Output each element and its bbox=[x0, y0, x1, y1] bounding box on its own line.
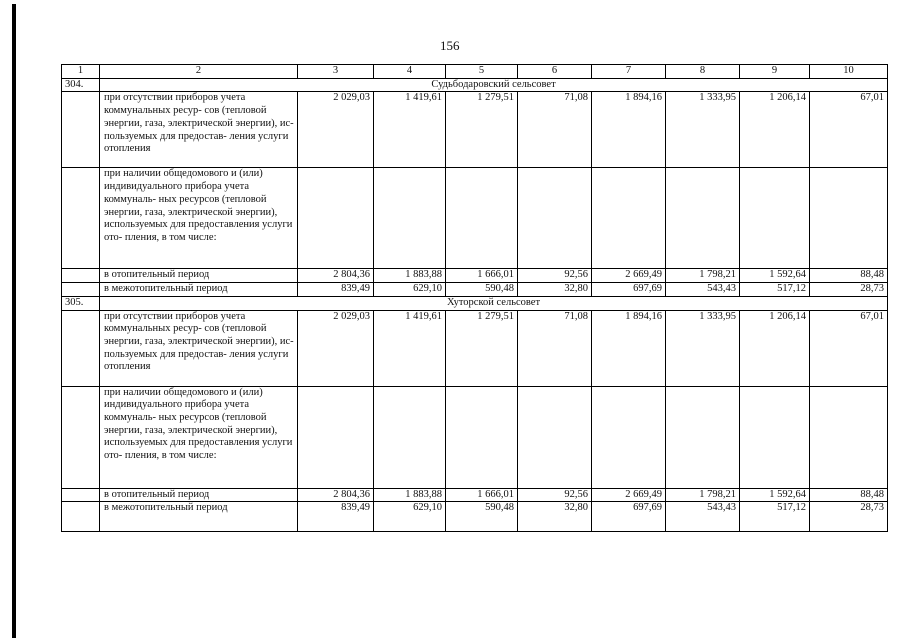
value-cell bbox=[374, 386, 446, 488]
header-row bbox=[62, 65, 888, 79]
row-description: при отсутствии приборов учета коммунальных ресур- сов (тепловой энергии, газа, электрической энергии), ис- пользуемых для предостав- ления услуги отопления bbox=[100, 92, 298, 168]
row-number-cell bbox=[62, 310, 100, 386]
table-row bbox=[62, 310, 888, 386]
value-cell bbox=[446, 168, 518, 269]
table-row bbox=[62, 502, 888, 532]
row-description: при наличии общедомового и (или) индивидуального прибора учета коммуналь- ных ресурсов (тепловой энергии, газа, электрической энергии), используемых для предоставления услуги ото- пления, в том числе: bbox=[100, 386, 298, 488]
value-cell: 2 804,36 bbox=[298, 488, 374, 502]
column-header: 8 bbox=[666, 65, 740, 79]
value-cell: 629,10 bbox=[374, 502, 446, 532]
table-row bbox=[62, 386, 888, 488]
value-cell: 71,08 bbox=[518, 92, 592, 168]
value-cell bbox=[298, 168, 374, 269]
row-number-cell bbox=[62, 386, 100, 488]
section-number: 304. bbox=[62, 78, 100, 92]
page-number: 156 bbox=[440, 38, 460, 53]
section-name: Судьбодаровский сельсовет bbox=[100, 78, 888, 92]
table-row bbox=[62, 269, 888, 283]
row-description: в межотопительный период bbox=[100, 283, 298, 297]
row-description: в отопительный период bbox=[100, 269, 298, 283]
row-description: в отопительный период bbox=[100, 488, 298, 502]
value-cell bbox=[446, 386, 518, 488]
value-cell bbox=[810, 168, 888, 269]
value-cell bbox=[810, 386, 888, 488]
value-cell: 32,80 bbox=[518, 502, 592, 532]
value-cell bbox=[592, 386, 666, 488]
value-cell bbox=[298, 386, 374, 488]
column-header: 10 bbox=[810, 65, 888, 79]
value-cell: 88,48 bbox=[810, 488, 888, 502]
value-cell: 2 029,03 bbox=[298, 310, 374, 386]
table-row bbox=[62, 92, 888, 168]
column-header: 4 bbox=[374, 65, 446, 79]
value-cell: 697,69 bbox=[592, 283, 666, 297]
value-cell: 1 883,88 bbox=[374, 488, 446, 502]
column-header: 1 bbox=[62, 65, 100, 79]
section-header-row bbox=[62, 78, 888, 92]
value-cell: 1 592,64 bbox=[740, 488, 810, 502]
value-cell bbox=[592, 168, 666, 269]
value-cell: 1 666,01 bbox=[446, 488, 518, 502]
value-cell: 2 029,03 bbox=[298, 92, 374, 168]
value-cell: 1 666,01 bbox=[446, 269, 518, 283]
row-description: при отсутствии приборов учета коммунальных ресур- сов (тепловой энергии, газа, электрической энергии), ис- пользуемых для предостав- ления услуги отопления bbox=[100, 310, 298, 386]
row-description: при наличии общедомового и (или) индивидуального прибора учета коммуналь- ных ресурсов (тепловой энергии, газа, электрической энергии), используемых для предоставления услуги ото- пления, в том числе: bbox=[100, 168, 298, 269]
value-cell: 1 279,51 bbox=[446, 92, 518, 168]
table-row bbox=[62, 168, 888, 269]
value-cell: 1 333,95 bbox=[666, 310, 740, 386]
value-cell: 92,56 bbox=[518, 269, 592, 283]
value-cell: 517,12 bbox=[740, 502, 810, 532]
value-cell: 839,49 bbox=[298, 502, 374, 532]
row-number-cell bbox=[62, 269, 100, 283]
value-cell: 629,10 bbox=[374, 283, 446, 297]
value-cell: 1 333,95 bbox=[666, 92, 740, 168]
value-cell: 1 798,21 bbox=[666, 269, 740, 283]
value-cell: 88,48 bbox=[810, 269, 888, 283]
value-cell: 28,73 bbox=[810, 283, 888, 297]
table-row bbox=[62, 283, 888, 297]
table-row bbox=[62, 488, 888, 502]
scan-margin-bar bbox=[12, 4, 16, 638]
column-header: 2 bbox=[100, 65, 298, 79]
value-cell: 543,43 bbox=[666, 502, 740, 532]
value-cell: 590,48 bbox=[446, 283, 518, 297]
value-cell: 697,69 bbox=[592, 502, 666, 532]
row-number-cell bbox=[62, 92, 100, 168]
value-cell bbox=[518, 168, 592, 269]
value-cell: 1 894,16 bbox=[592, 92, 666, 168]
value-cell bbox=[518, 386, 592, 488]
value-cell: 517,12 bbox=[740, 283, 810, 297]
value-cell: 2 804,36 bbox=[298, 269, 374, 283]
value-cell: 543,43 bbox=[666, 283, 740, 297]
column-header: 6 bbox=[518, 65, 592, 79]
tariff-table bbox=[61, 64, 888, 532]
value-cell bbox=[666, 386, 740, 488]
column-header: 5 bbox=[446, 65, 518, 79]
value-cell: 32,80 bbox=[518, 283, 592, 297]
value-cell: 1 279,51 bbox=[446, 310, 518, 386]
column-header: 9 bbox=[740, 65, 810, 79]
value-cell: 67,01 bbox=[810, 310, 888, 386]
section-number: 305. bbox=[62, 296, 100, 310]
row-number-cell bbox=[62, 502, 100, 532]
value-cell: 1 883,88 bbox=[374, 269, 446, 283]
row-number-cell bbox=[62, 488, 100, 502]
value-cell: 1 894,16 bbox=[592, 310, 666, 386]
row-number-cell bbox=[62, 168, 100, 269]
value-cell: 1 798,21 bbox=[666, 488, 740, 502]
value-cell: 590,48 bbox=[446, 502, 518, 532]
row-description: в межотопительный период bbox=[100, 502, 298, 532]
value-cell bbox=[666, 168, 740, 269]
column-header: 7 bbox=[592, 65, 666, 79]
value-cell: 2 669,49 bbox=[592, 269, 666, 283]
value-cell bbox=[740, 386, 810, 488]
value-cell: 1 206,14 bbox=[740, 92, 810, 168]
value-cell: 28,73 bbox=[810, 502, 888, 532]
value-cell: 1 592,64 bbox=[740, 269, 810, 283]
value-cell: 71,08 bbox=[518, 310, 592, 386]
value-cell: 839,49 bbox=[298, 283, 374, 297]
value-cell: 2 669,49 bbox=[592, 488, 666, 502]
section-name: Хуторской сельсовет bbox=[100, 296, 888, 310]
value-cell: 1 419,61 bbox=[374, 92, 446, 168]
value-cell: 1 419,61 bbox=[374, 310, 446, 386]
row-number-cell bbox=[62, 283, 100, 297]
value-cell bbox=[374, 168, 446, 269]
value-cell: 67,01 bbox=[810, 92, 888, 168]
value-cell bbox=[740, 168, 810, 269]
section-header-row bbox=[62, 296, 888, 310]
column-header: 3 bbox=[298, 65, 374, 79]
value-cell: 92,56 bbox=[518, 488, 592, 502]
value-cell: 1 206,14 bbox=[740, 310, 810, 386]
